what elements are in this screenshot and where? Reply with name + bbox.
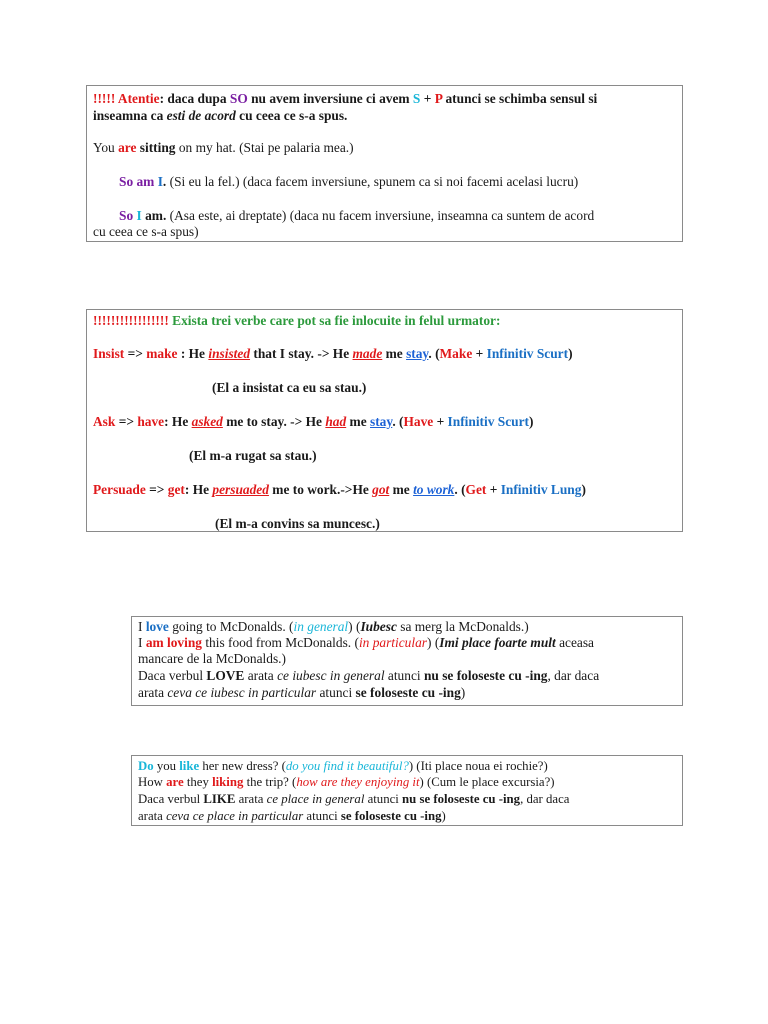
- box3-line1: I love going to McDonalds. (in general) (Iubesc sa merg la McDonalds.): [138, 619, 529, 634]
- box1-line5: So I am. (Asa este, ai dreptate) (daca nu facem inversiune, inseamna ca suntem de acord: [119, 208, 595, 223]
- box2-translation-insist: (El a insistat ca eu sa stau.): [212, 380, 367, 395]
- box1-line2: inseamna ca esti de acord cu ceea ce s-a spus.: [93, 108, 348, 123]
- box2-row-ask: Ask => have: He asked me to stay. -> He had me stay. (Have + Infinitiv Scurt): [93, 414, 534, 429]
- note-box-causative-verbs: [86, 309, 683, 532]
- box3-line4: Daca verbul LOVE arata ce iubesc in general atunci nu se foloseste cu -ing, dar daca: [138, 668, 600, 683]
- box3-line2: I am loving this food from McDonalds. (in particular) (Imi place foarte mult aceasa: [138, 635, 594, 650]
- box2-header: !!!!!!!!!!!!!!!!! Exista trei verbe care pot sa fie inlocuite in felul urmator:: [93, 313, 501, 328]
- box2-row-insist: Insist => make : He insisted that I stay. -> He made me stay. (Make + Infinitiv Scurt): [93, 346, 573, 361]
- note-box-like-ing: [131, 755, 683, 826]
- box4-line1: Do you like her new dress? (do you find it beautiful?) (Iti place noua ei rochie?): [138, 759, 548, 773]
- box1-line3: You are sitting on my hat. (Stai pe palaria mea.): [93, 140, 354, 155]
- box4-line3: Daca verbul LIKE arata ce place in general atunci nu se foloseste cu -ing, dar daca: [138, 792, 570, 806]
- box3-line3: mancare de la McDonalds.): [138, 651, 286, 666]
- box1-line1: !!!!! Atentie: daca dupa SO nu avem inversiune ci avem S + P atunci se schimba sensul si: [93, 91, 598, 106]
- box2-row-persuade: Persuade => get: He persuaded me to work.->He got me to work. (Get + Infinitiv Lung): [93, 482, 586, 497]
- box3-line5: arata ceva ce iubesc in particular atunci se foloseste cu -ing): [138, 685, 466, 700]
- note-box-so-inversion: [86, 85, 683, 242]
- box4-line4: arata ceva ce place in particular atunci se foloseste cu -ing): [138, 809, 446, 823]
- box2-translation-ask: (El m-a rugat sa stau.): [189, 448, 317, 463]
- box1-line4: So am I. (Si eu la fel.) (daca facem inversiune, spunem ca si noi facemi acelasi lucru): [119, 174, 579, 189]
- box2-translation-persuade: (El m-a convins sa muncesc.): [215, 516, 380, 531]
- box4-line2: How are they liking the trip? (how are they enjoying it) (Cum le place excursia?): [138, 775, 555, 789]
- box1-line6: cu ceea ce s-a spus): [93, 224, 199, 239]
- note-box-love-ing: [131, 616, 683, 706]
